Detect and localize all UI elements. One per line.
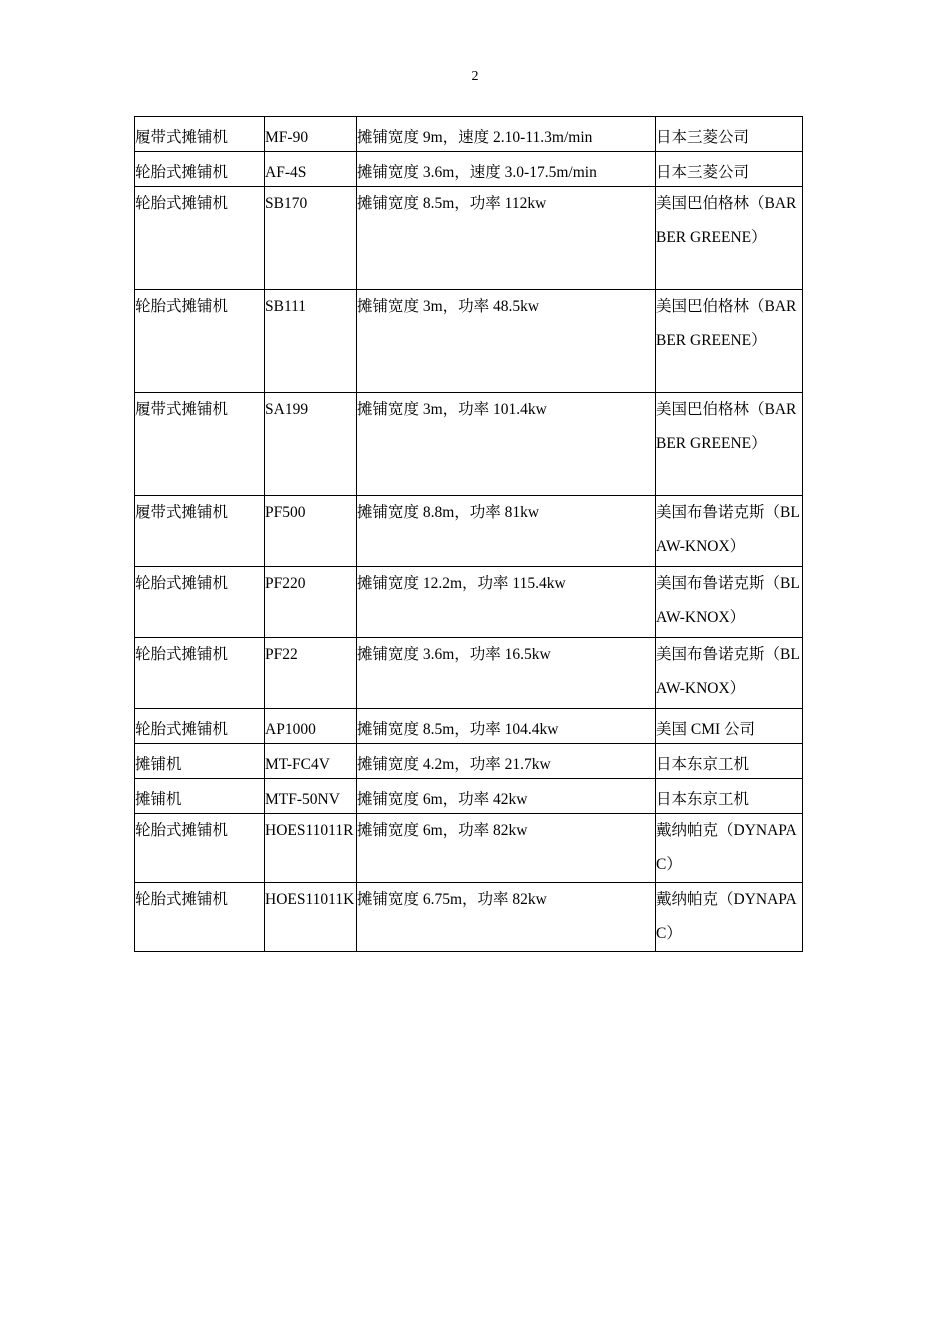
cell-text: 摊铺宽度 6m，功率 82kw xyxy=(357,822,528,839)
model-cell xyxy=(265,709,357,744)
cell-text: 摊铺宽度 4.2m，功率 21.7kw xyxy=(357,756,551,773)
type-cell xyxy=(135,290,265,393)
spec-cell xyxy=(357,187,656,290)
spec-cell xyxy=(357,117,656,152)
type-cell xyxy=(135,814,265,883)
maker-cell xyxy=(656,709,803,744)
spec-cell xyxy=(357,152,656,187)
type-cell xyxy=(135,638,265,709)
cell-text: SA199 xyxy=(265,401,309,418)
spec-cell xyxy=(357,567,656,638)
cell-text: 戴纳帕克（DYNAPAC） xyxy=(656,891,797,942)
model-cell xyxy=(265,814,357,883)
cell-text: AP1000 xyxy=(265,721,316,738)
cell-text: 美国布鲁诺克斯（BL AW-KNOX） xyxy=(656,504,800,555)
cell-text: 美国巴伯格林（BARBER GREENE） xyxy=(656,298,797,349)
spec-cell xyxy=(357,814,656,883)
cell-text: SB170 xyxy=(265,195,308,212)
maker-cell xyxy=(656,393,803,496)
maker-cell xyxy=(656,187,803,290)
type-cell xyxy=(135,883,265,952)
maker-cell xyxy=(656,496,803,567)
type-cell xyxy=(135,744,265,779)
cell-text: 摊铺宽度 6m，功率 42kw xyxy=(357,791,528,808)
model-cell xyxy=(265,393,357,496)
spec-cell xyxy=(357,779,656,814)
cell-text: PF220 xyxy=(265,575,306,592)
cell-text: 摊铺宽度 3.6m，速度 3.0-17.5m/min xyxy=(357,164,597,181)
model-cell xyxy=(265,290,357,393)
model-cell xyxy=(265,779,357,814)
maker-cell xyxy=(656,117,803,152)
spec-cell xyxy=(357,638,656,709)
model-cell xyxy=(265,638,357,709)
table-row xyxy=(135,187,803,290)
type-cell xyxy=(135,496,265,567)
maker-cell xyxy=(656,814,803,883)
cell-text: 美国巴伯格林（BARBER GREENE） xyxy=(656,401,797,452)
cell-text: 轮胎式摊铺机 xyxy=(135,575,229,592)
table-row xyxy=(135,779,803,814)
cell-text: 摊铺机 xyxy=(135,791,182,808)
type-cell xyxy=(135,779,265,814)
cell-text: 摊铺宽度 3m，功率 48.5kw xyxy=(357,298,540,315)
cell-text: 美国布鲁诺克斯（BL AW-KNOX） xyxy=(656,575,800,626)
cell-text: 摊铺宽度 6.75m，功率 82kw xyxy=(357,891,547,908)
type-cell xyxy=(135,117,265,152)
model-cell xyxy=(265,883,357,952)
cell-text: PF500 xyxy=(265,504,306,521)
cell-text: 轮胎式摊铺机 xyxy=(135,822,229,839)
type-cell xyxy=(135,709,265,744)
type-cell xyxy=(135,393,265,496)
cell-text: 摊铺机 xyxy=(135,756,182,773)
cell-text: PF22 xyxy=(265,646,298,663)
spec-cell xyxy=(357,709,656,744)
type-cell xyxy=(135,187,265,290)
model-cell xyxy=(265,187,357,290)
maker-cell xyxy=(656,883,803,952)
cell-text: 摊铺宽度 8.8m，功率 81kw xyxy=(357,504,540,521)
table-row xyxy=(135,393,803,496)
cell-text: 履带式摊铺机 xyxy=(135,129,229,146)
cell-text: 摊铺宽度 9m，速度 2.10-11.3m/min xyxy=(357,129,593,146)
page-number: 2 xyxy=(471,69,479,84)
cell-text: 美国布鲁诺克斯（BL AW-KNOX） xyxy=(656,646,800,697)
table-row xyxy=(135,709,803,744)
cell-text: 美国巴伯格林（BARBER GREENE） xyxy=(656,195,797,246)
cell-text: 轮胎式摊铺机 xyxy=(135,298,229,315)
cell-text: AF-4S xyxy=(265,164,307,181)
cell-text: HOES11011K xyxy=(265,891,355,908)
cell-text: 轮胎式摊铺机 xyxy=(135,164,229,181)
type-cell xyxy=(135,152,265,187)
table-row xyxy=(135,152,803,187)
cell-text: 轮胎式摊铺机 xyxy=(135,891,229,908)
model-cell xyxy=(265,152,357,187)
cell-text: 轮胎式摊铺机 xyxy=(135,646,229,663)
cell-text: 日本三菱公司 xyxy=(656,164,750,181)
table-row xyxy=(135,814,803,883)
spec-cell xyxy=(357,744,656,779)
type-cell xyxy=(135,567,265,638)
cell-text: 日本东京工机 xyxy=(656,756,750,773)
cell-text: 摊铺宽度 8.5m，功率 112kw xyxy=(357,195,547,212)
cell-text: 轮胎式摊铺机 xyxy=(135,195,229,212)
cell-text: 摊铺宽度 8.5m，功率 104.4kw xyxy=(357,721,559,738)
table-row xyxy=(135,638,803,709)
paver-spec-table xyxy=(134,116,803,952)
table-row xyxy=(135,883,803,952)
cell-text: 履带式摊铺机 xyxy=(135,401,229,418)
maker-cell xyxy=(656,638,803,709)
table-row xyxy=(135,496,803,567)
spec-cell xyxy=(357,393,656,496)
model-cell xyxy=(265,744,357,779)
cell-text: 美国 CMI 公司 xyxy=(656,721,756,738)
cell-text: MT-FC4V xyxy=(265,756,330,773)
cell-text: 摊铺宽度 12.2m，功率 115.4kw xyxy=(357,575,566,592)
cell-text: 轮胎式摊铺机 xyxy=(135,721,229,738)
model-cell xyxy=(265,496,357,567)
maker-cell xyxy=(656,290,803,393)
table-row xyxy=(135,744,803,779)
cell-text: 摊铺宽度 3m，功率 101.4kw xyxy=(357,401,547,418)
table-row xyxy=(135,290,803,393)
cell-text: 戴纳帕克（DYNAPAC） xyxy=(656,822,797,873)
cell-text: MTF-50NV xyxy=(265,791,340,808)
maker-cell xyxy=(656,567,803,638)
table-row xyxy=(135,567,803,638)
maker-cell xyxy=(656,152,803,187)
spec-cell xyxy=(357,290,656,393)
cell-text: 日本三菱公司 xyxy=(656,129,750,146)
maker-cell xyxy=(656,779,803,814)
cell-text: HOES11011R xyxy=(265,822,354,839)
cell-text: 日本东京工机 xyxy=(656,791,750,808)
cell-text: SB111 xyxy=(265,298,307,315)
spec-cell xyxy=(357,883,656,952)
maker-cell xyxy=(656,744,803,779)
cell-text: 履带式摊铺机 xyxy=(135,504,229,521)
cell-text: 摊铺宽度 3.6m，功率 16.5kw xyxy=(357,646,551,663)
table-row xyxy=(135,117,803,152)
cell-text: MF-90 xyxy=(265,129,309,146)
spec-cell xyxy=(357,496,656,567)
model-cell xyxy=(265,567,357,638)
model-cell xyxy=(265,117,357,152)
